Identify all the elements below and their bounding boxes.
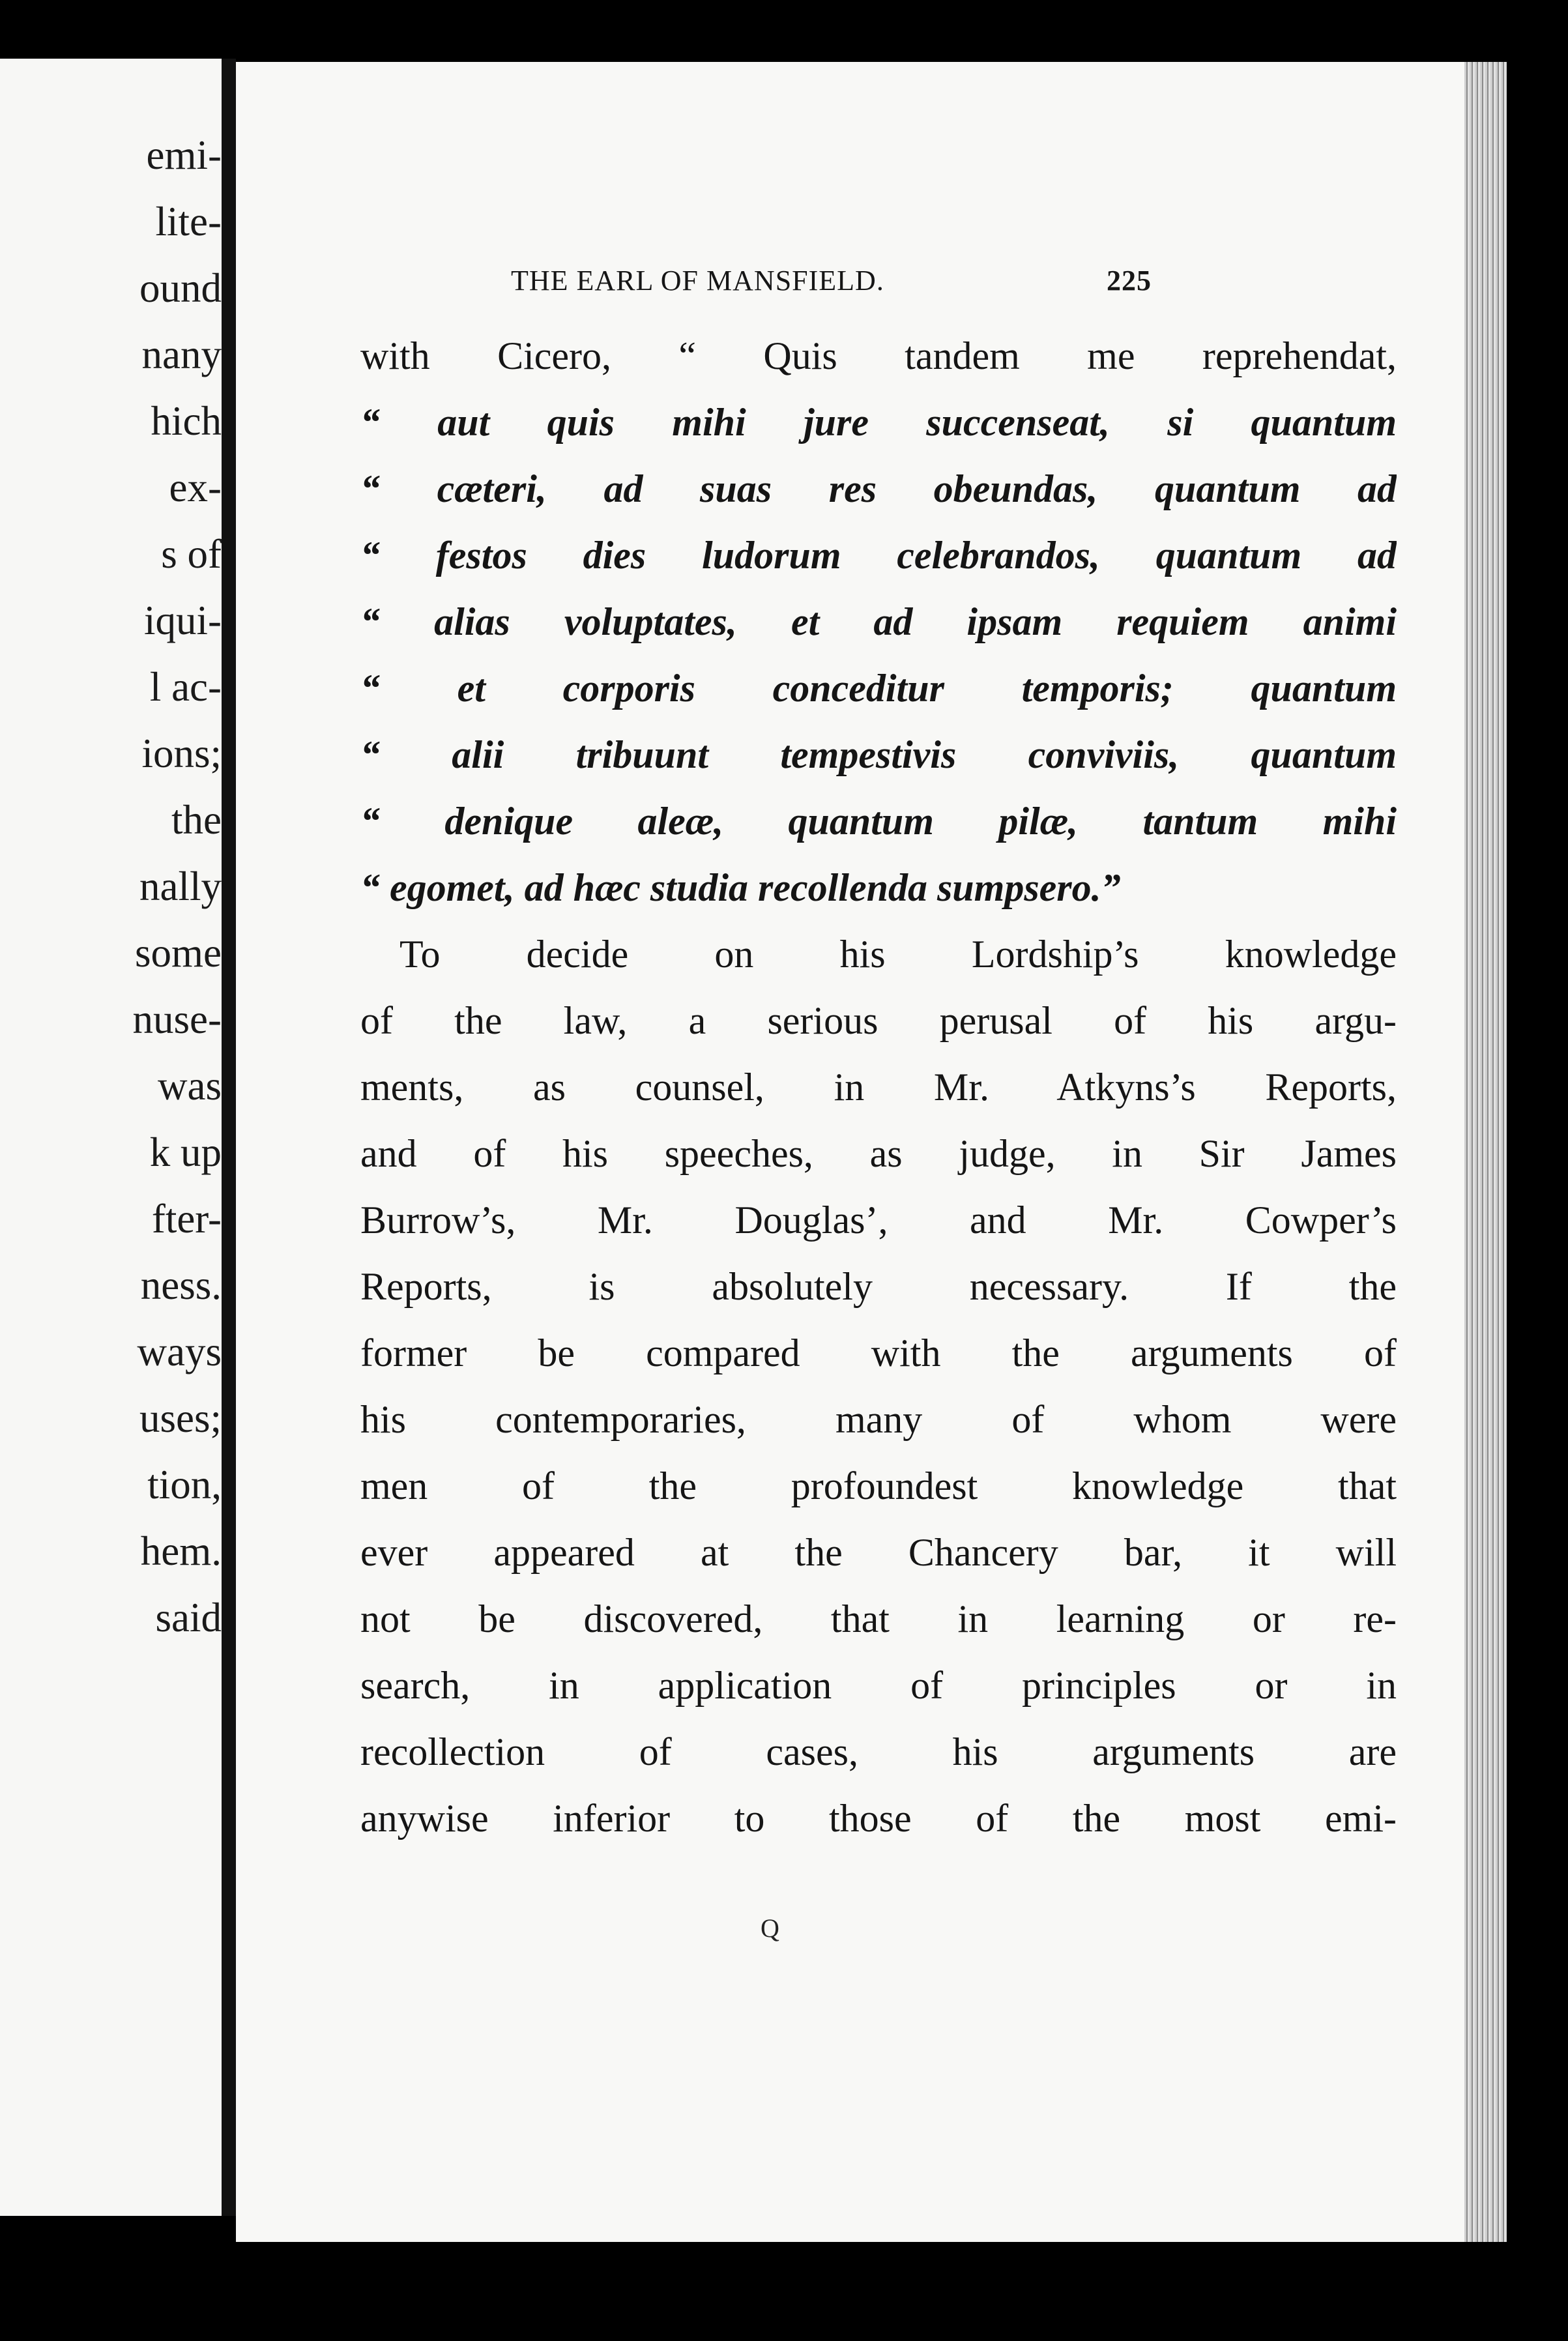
paragraph-line: ments, as counsel, in Mr. Atkyns’s Reports,: [360, 1066, 1397, 1109]
left-page-line: fter-: [151, 1196, 222, 1242]
left-page-line: hich: [151, 398, 222, 444]
paragraph-line: recollection of cases, his arguments are: [360, 1730, 1397, 1773]
quote-line: “ festos dies ludorum celebrandos, quantum ad: [360, 534, 1397, 577]
paragraph-line: and of his speeches, as judge, in Sir James: [360, 1132, 1397, 1175]
body-text: [360, 323, 1397, 1852]
left-page-line: ound: [139, 265, 222, 311]
page-number: 225: [1107, 265, 1152, 297]
left-page-line: was: [158, 1063, 222, 1109]
signature-mark: Q: [761, 1913, 779, 1943]
paragraph-line: former be compared with the arguments of: [360, 1331, 1397, 1374]
quote-line: “ cæteri, ad suas res obeundas, quantum ad: [360, 467, 1397, 510]
paragraph-line: men of the profoundest knowledge that: [360, 1464, 1397, 1507]
left-page-line: uses;: [139, 1395, 222, 1441]
left-page-line: nany: [141, 332, 222, 377]
left-page-line: iqui-: [144, 598, 222, 643]
left-page-line: the: [171, 797, 222, 843]
left-page-line: ways: [137, 1329, 222, 1374]
quote-line: “ egomet, ad hæc studia recollenda sumpsero.”: [360, 866, 1121, 909]
quote-line: with Cicero, “ Quis tandem me reprehendat,: [360, 334, 1397, 377]
left-page-line: k up: [149, 1129, 222, 1175]
paragraph-line: his contemporaries, many of whom were: [360, 1398, 1397, 1441]
paragraph-line: Burrow’s, Mr. Douglas’, and Mr. Cowper’s: [360, 1199, 1397, 1242]
book-gutter: [222, 59, 236, 2216]
paragraph-line: ever appeared at the Chancery bar, it will: [360, 1531, 1397, 1574]
paragraph-line: search, in application of principles or in: [360, 1664, 1397, 1707]
left-page-line: nuse-: [132, 996, 222, 1042]
quote-line: “ aut quis mihi jure succenseat, si quantum: [360, 401, 1397, 444]
paragraph-line: Reports, is absolutely necessary. If the: [360, 1265, 1397, 1308]
paragraph-line: anywise inferior to those of the most emi-: [360, 1797, 1397, 1840]
left-page-line: l ac-: [149, 664, 222, 710]
left-page-line: nally: [139, 864, 222, 909]
left-page-line: some: [135, 930, 222, 976]
quote-line: “ denique aleæ, quantum pilæ, tantum mihi: [360, 800, 1397, 843]
quote-line: “ et corporis conceditur temporis; quantum: [360, 667, 1397, 710]
quote-line: “ alias voluptates, et ad ipsam requiem animi: [360, 600, 1397, 643]
page-225: [236, 62, 1464, 2242]
paragraph-line: of the law, a serious perusal of his argu-: [360, 999, 1397, 1042]
left-page-line: ions;: [141, 731, 222, 776]
page-edges: [1464, 62, 1507, 2242]
running-title: THE EARL OF MANSFIELD.: [511, 265, 884, 297]
left-page-line: ness.: [140, 1262, 222, 1308]
left-page-line: s of: [161, 531, 222, 577]
left-page-line: emi-: [146, 132, 222, 178]
previous-page-fragment: [0, 59, 222, 2216]
quote-line: “ alii tribuunt tempestivis conviviis, quantum: [360, 733, 1397, 776]
paragraph-line: not be discovered, that in learning or re-: [360, 1597, 1397, 1640]
left-page-line: tion,: [147, 1462, 222, 1507]
left-page-line: hem.: [140, 1528, 222, 1574]
left-page-line: lite-: [155, 199, 222, 244]
left-page-line: ex-: [169, 465, 222, 510]
paragraph-line: To decide on his Lordship’s knowledge: [399, 933, 1397, 976]
left-page-line: said: [155, 1595, 222, 1640]
